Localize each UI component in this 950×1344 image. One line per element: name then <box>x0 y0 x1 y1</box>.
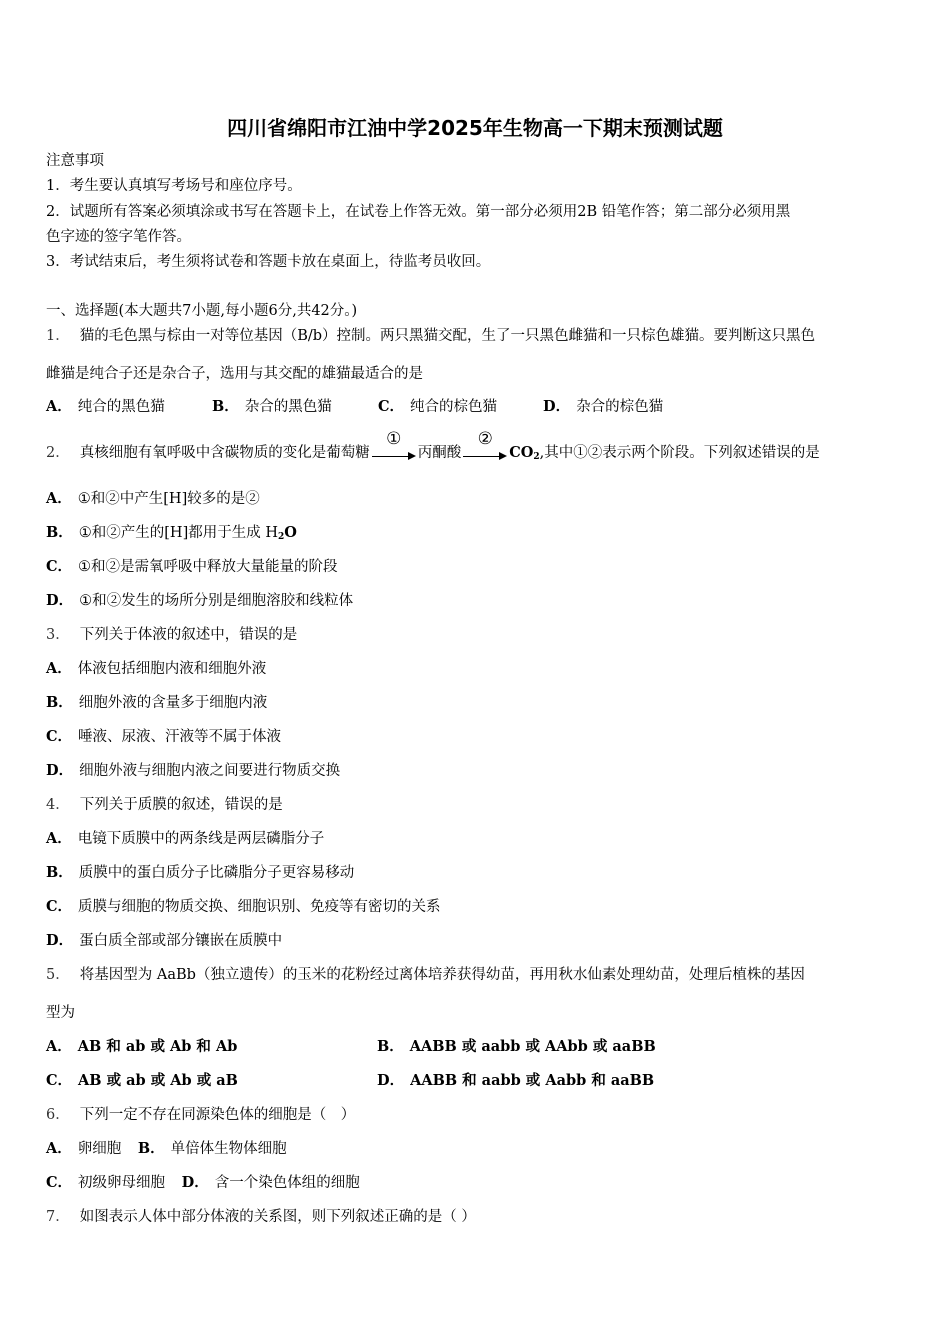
q1-option-d: D． 杂合的棕色猫 <box>543 398 664 415</box>
q5-option-d: D． AABB 和 aabb 或 Aabb 和 aaBB <box>377 1072 655 1089</box>
question-1-stem-cont: 雌猫是纯合子还是杂合子，选用与其交配的雄猫最适合的是 <box>46 366 423 382</box>
notice-item: 1．考生要认真填写考场号和座位序号。 <box>46 178 302 194</box>
question-text: 将基因型为 AaBb（独立遗传）的玉米的花粉经过离体培养获得幼苗，再用秋水仙素处理幼苗，处理后植株的基因 <box>79 967 805 983</box>
stage-label: ② <box>477 429 493 449</box>
q6-options-row-2 <box>46 1174 360 1192</box>
q2-option-b: B． ①和②产生的[H]都用于生成 $H_2O$ <box>46 524 297 542</box>
question-7-stem <box>46 1208 476 1226</box>
q5-option-c: C． AB 或 ab 或 Ab 或 aB <box>46 1072 238 1089</box>
question-text-tail: ,其中①②表示两个阶段。下列叙述错误的是 <box>539 445 820 461</box>
question-number: 4． <box>46 797 70 813</box>
q6-option-b: B． 单倍体生物体细胞 <box>137 1140 287 1157</box>
question-text: 如图表示人体中部分体液的关系图，则下列叙述正确的是（ ） <box>79 1209 476 1225</box>
notice-item: 色字迹的签字笔作答。 <box>46 229 191 245</box>
question-text: 猫的毛色黑与棕由一对等位基因（B/b）控制。两只黑猫交配，生了一只黑色雌猫和一只棕色雄猫。要判断这只黑色 <box>79 328 816 344</box>
q2-option-a: A． ①和②中产生[H]较多的是② <box>46 490 260 507</box>
question-number: 5． <box>46 967 70 983</box>
section-heading: 一、选择题(本大题共7小题,每小题6分,共42分。) <box>46 303 358 319</box>
question-number: 7． <box>46 1209 70 1225</box>
q3-option-a: A． 体液包括细胞内液和细胞外液 <box>46 660 267 677</box>
question-1-stem <box>46 327 815 345</box>
question-number: 2． <box>46 445 70 461</box>
question-number: 3． <box>46 627 70 643</box>
question-5-stem <box>46 966 805 984</box>
q4-option-b: B． 质膜中的蛋白质分子比磷脂分子更容易移动 <box>46 864 355 881</box>
question-text: 真核细胞有氧呼吸中含碳物质的变化是葡萄糖 <box>79 445 370 461</box>
co2-subscript: 2 <box>533 452 540 462</box>
stage-label: ① <box>386 429 402 449</box>
question-text: 下列关于质膜的叙述，错误的是 <box>79 797 283 813</box>
q6-options-row-1 <box>46 1140 287 1158</box>
exam-title: 四川省绵阳市江油中学2025年生物高一下期末预测试题 <box>227 116 723 140</box>
q6-option-a: A． 卵细胞 <box>46 1140 122 1157</box>
notice-item: 3．考试结束后，考生须将试卷和答题卡放在桌面上，待监考员收回。 <box>46 254 491 270</box>
intermediate-text: 丙酮酸 <box>417 445 462 461</box>
question-text: 下列关于体液的叙述中，错误的是 <box>79 627 298 643</box>
q4-option-c: C． 质膜与细胞的物质交换、细胞识别、免疫等有密切的关系 <box>46 898 441 915</box>
question-6-stem <box>46 1106 355 1124</box>
q1-option-a: A． 纯合的黑色猫 <box>46 398 165 415</box>
q1-option-b: B． 杂合的黑色猫 <box>212 398 332 415</box>
question-text: 下列一定不存在同源染色体的细胞是（ ） <box>79 1107 356 1123</box>
q3-option-d: D． 细胞外液与细胞内液之间要进行物质交换 <box>46 762 341 779</box>
question-number: 6． <box>46 1107 70 1123</box>
question-number: 1． <box>46 328 70 344</box>
q5-option-a: A． AB 和 ab 或 Ab 和 Ab <box>46 1038 238 1055</box>
question-3-stem <box>46 626 297 644</box>
q4-option-d: D． 蛋白质全部或部分镶嵌在质膜中 <box>46 932 283 949</box>
reaction-arrow-1 <box>372 429 416 462</box>
question-2-stem <box>46 429 820 466</box>
question-4-stem <box>46 796 283 814</box>
q3-option-c: C． 唾液、尿液、汗液等不属于体液 <box>46 728 282 745</box>
reaction-arrow-2 <box>463 429 507 462</box>
notice-item: 2．试题所有答案必须填涂或书写在答题卡上，在试卷上作答无效。第一部分必须用2B 铅笔作答；第二部分必须用黑 <box>46 204 791 220</box>
co2-text: CO <box>509 444 534 461</box>
q6-option-c: C． 初级卵母细胞 <box>46 1174 166 1191</box>
q4-option-a: A． 电镜下质膜中的两条线是两层磷脂分子 <box>46 830 325 847</box>
q2-option-d: D． ①和②发生的场所分别是细胞溶胶和线粒体 <box>46 592 354 609</box>
question-5-stem-cont: 型为 <box>46 1005 75 1021</box>
q1-option-c: C． 纯合的棕色猫 <box>378 398 498 415</box>
q3-option-b: B． 细胞外液的含量多于细胞内液 <box>46 694 268 711</box>
q5-option-b: B． AABB 或 aabb 或 AAbb 或 aaBB <box>377 1038 656 1055</box>
notice-heading: 注意事项 <box>46 153 104 169</box>
q6-option-d: D． 含一个染色体组的细胞 <box>181 1174 360 1191</box>
q2-option-c: C． ①和②是需氧呼吸中释放大量能量的阶段 <box>46 558 338 575</box>
